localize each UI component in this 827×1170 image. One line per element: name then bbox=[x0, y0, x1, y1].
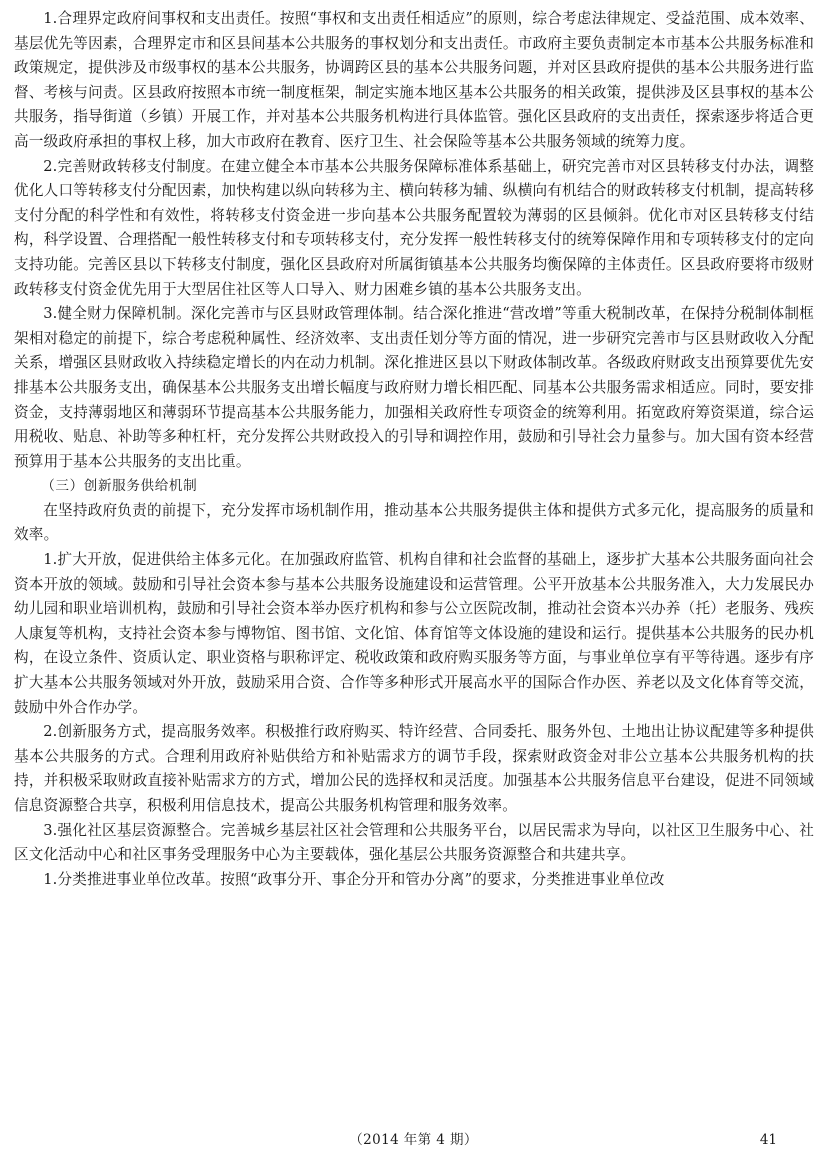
paragraph-community-resources: 3.强化社区基层资源整合。完善城乡基层社区社会管理和公共服务平台，以居民需求为导向，以社区卫生服务中心、社区文化活动中心和社区事务受理服务中心为主要载体，强化基层公共服务资源整合和共建共享。 bbox=[14, 821, 814, 864]
paragraph-opening-up: 1.扩大开放，促进供给主体多元化。在加强政府监管、机构自律和社会监督的基础上，逐步扩大基本公共服务面向社会资本开放的领域。鼓励和引导社会资本参与基本公共服务设施建设和运营管理。公平开放基本公共服务准入，大力发展民办幼儿园和职业培训机构，鼓励和引导社会资本举办医疗机构和参与公立医院改制，推动社会资本兴办养（托）老服务、残疾人康复等机构，支持社会资本参与博物馆、图书馆、文化馆、体育馆等文体设施的建设和运行。提供基本公共服务的民办机构，在设立条件、资质认定、职业资格与职称评定、税收政策和政府购买服务等方面，与事业单位享有平等待遇。逐步有序扩大基本公共服务领域对外开放，鼓励采用合资、合作等多种形式开展高水平的国际合作办医、养老以及文化体育等交流，鼓励中外合作办学。 bbox=[14, 551, 814, 716]
footer-issue: （2014 年第 4 期） bbox=[349, 1132, 478, 1148]
body-text bbox=[14, 7, 814, 892]
paragraph-institution-reform: 1.分类推进事业单位改革。按照“政事分开、事企分开和管办分离”的要求，分类推进事业单位改 bbox=[43, 870, 665, 888]
page-number: 41 bbox=[759, 1132, 777, 1148]
paragraph-service-methods: 2.创新服务方式，提高服务效率。积极推行政府购买、特许经营、合同委托、服务外包、土地出让协议配建等多种提供基本公共服务的方式。合理利用政府补贴供给方和补贴需求方的调节手段，探索财政资金对非公立基本公共服务机构的扶持，并积极采取财政直接补贴需求方的方式，增加公民的选择权和灵活度。加强基本公共服务信息平台建设，促进不同领域信息资源整合共享，积极利用信息技术，提高公共服务机构管理和服务效率。 bbox=[14, 723, 814, 814]
section-heading-supply-mechanism: （三）创新服务供给机制 bbox=[41, 478, 198, 495]
paragraph-intergovernmental-responsibilities: 1.合理界定政府间事权和支出责任。按照“事权和支出责任相适应”的原则，综合考虑法律规定、受益范围、成本效率、基层优先等因素，合理界定市和区县间基本公共服务的事权划分和支出责任。市政府主要负责制定本市基本公共服务标准和政策规定，提供涉及市级事权的基本公共服务，协调跨区县的基本公共服务问题，并对区县政府提供的基本公共服务进行监督、考核与问责。区县政府按照本市统一制度框架，制定实施本地区基本公共服务的相关政策，提供涉及区县事权的基本公共服务，指导街道（乡镇）开展工作，并对基本公共服务机构进行具体监管。强化区县政府的支出责任，探索逐步将适合更高一级政府承担的事权上移，加大市政府在教育、医疗卫生、社会保险等基本公共服务领域的统筹力度。 bbox=[14, 10, 814, 150]
paragraph-transfer-payment: 2.完善财政转移支付制度。在建立健全本市基本公共服务保障标准体系基础上，研究完善市对区县转移支付办法，调整优化人口等转移支付分配因素，加快构建以纵向转移为主、横向转移为辅、纵横向有机结合的财政转移支付机制，提高转移支付分配的科学性和有效性，将转移支付资金进一步向基本公共服务配置较为薄弱的区县倾斜。优化市对区县转移支付结构，科学设置、合理搭配一般性转移支付和专项转移支付，充分发挥一般性转移支付的统筹保障作用和专项转移支付的定向支持功能。完善区县以下转移支付制度，强化区县政府对所属街镇基本公共服务均衡保障的主体责任。区县政府要将市级财政转移支付资金优先用于大型居住社区等人口导入、财力困难乡镇的基本公共服务支出。 bbox=[14, 157, 814, 298]
paragraph-section-intro: 在坚持政府负责的前提下，充分发挥市场机制作用，推动基本公共服务提供主体和提供方式多元化，提高服务的质量和效率。 bbox=[14, 501, 814, 544]
paragraph-fiscal-guarantee: 3.健全财力保障机制。深化完善市与区县财政管理体制。结合深化推进“营改增”等重大税制改革，在保持分税制体制框架相对稳定的前提下，综合考虑税种属性、经济效率、支出责任划分等方面的情况，进一步研究完善市与区县财政收入分配关系，增强区县财政收入持续稳定增长的内在动力机制。深化推进区县以下财政体制改革。各级政府财政支出预算要优先安排基本公共服务支出，确保基本公共服务支出增长幅度与政府财力增长相匹配、同基本公共服务需求相适应。同时，要安排资金，支持薄弱地区和薄弱环节提高基本公共服务能力，加强相关政府性专项资金的统筹利用。拓宽政府筹资渠道，综合运用税收、贴息、补助等多种杠杆，充分发挥公共财政投入的引导和调控作用，鼓励和引导社会力量参与。加大国有资本经营预算用于基本公共服务的支出比重。 bbox=[14, 305, 814, 470]
